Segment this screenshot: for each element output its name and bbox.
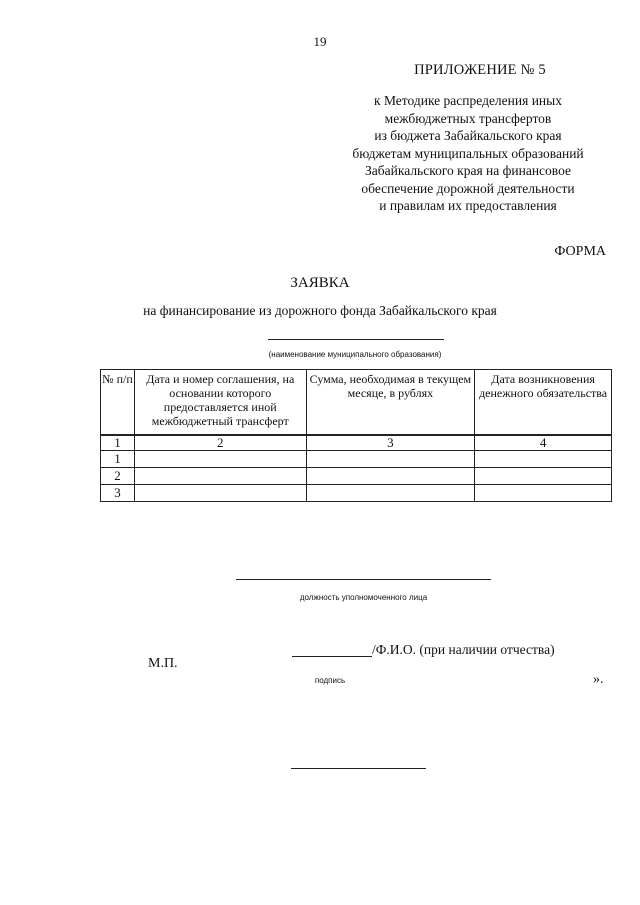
closing-quote: ». xyxy=(593,672,604,687)
column-number: 2 xyxy=(134,435,306,451)
table-cell[interactable] xyxy=(475,451,612,468)
appendix-line: межбюджетных трансфертов xyxy=(384,110,552,126)
row-number: 1 xyxy=(101,451,135,468)
column-number: 1 xyxy=(101,435,135,451)
position-line[interactable] xyxy=(236,579,491,580)
signature-caption: подпись xyxy=(314,676,346,685)
position-caption: должность уполномоченного лица xyxy=(299,593,428,602)
document-subtitle: на финансирование из дорожного фонда Забайкальского края xyxy=(143,303,497,318)
form-label: ФОРМА xyxy=(554,244,606,259)
table-cell[interactable] xyxy=(475,485,612,502)
appendix-line: Забайкальского края на финансовое xyxy=(365,163,571,178)
table-cell[interactable] xyxy=(134,485,306,502)
column-number: 3 xyxy=(306,435,475,451)
table-cell[interactable] xyxy=(134,468,306,485)
table-row xyxy=(101,451,612,468)
column-header-obligation-date: Дата возникновения денежного обязательства xyxy=(475,370,612,436)
column-number-row xyxy=(101,435,612,451)
column-header-amount: Сумма, необходимая в текущем месяце, в рублях xyxy=(306,370,475,436)
appendix-line: обеспечение дорожной деятельности xyxy=(361,180,575,196)
request-table xyxy=(100,369,612,502)
document-title: ЗАЯВКА xyxy=(290,275,350,291)
signature-line[interactable] xyxy=(292,656,372,657)
table-cell[interactable] xyxy=(475,468,612,485)
table-row xyxy=(101,468,612,485)
appendix-description xyxy=(330,92,606,215)
table-header-row xyxy=(101,370,612,436)
page-number: 19 xyxy=(313,34,327,49)
appendix-line: бюджетам муниципальных образований xyxy=(352,145,584,161)
table-row xyxy=(101,485,612,502)
appendix-line: к Методике распределения иных xyxy=(374,93,562,108)
table-cell[interactable] xyxy=(306,451,475,468)
table-cell[interactable] xyxy=(306,485,475,502)
fio-label: /Ф.И.О. (при наличии отчества) xyxy=(372,642,555,657)
appendix-line: и правилам их предоставления xyxy=(379,198,557,213)
column-number: 4 xyxy=(475,435,612,451)
table-cell[interactable] xyxy=(134,451,306,468)
column-header-agreement: Дата и номер соглашения, на основании которого предоставляется иной межбюджетный трансферт xyxy=(134,370,306,436)
column-header-number: № п/п xyxy=(101,370,135,436)
row-number: 3 xyxy=(101,485,135,502)
row-number: 2 xyxy=(101,468,135,485)
municipality-caption: (наименование муниципального образования) xyxy=(268,350,442,359)
stamp-label: М.П. xyxy=(148,656,178,671)
appendix-title: ПРИЛОЖЕНИЕ № 5 xyxy=(414,62,546,78)
table-cell[interactable] xyxy=(306,468,475,485)
appendix-line: из бюджета Забайкальского края xyxy=(374,128,562,143)
municipality-name-line[interactable] xyxy=(268,339,444,340)
end-separator-line xyxy=(291,768,426,769)
